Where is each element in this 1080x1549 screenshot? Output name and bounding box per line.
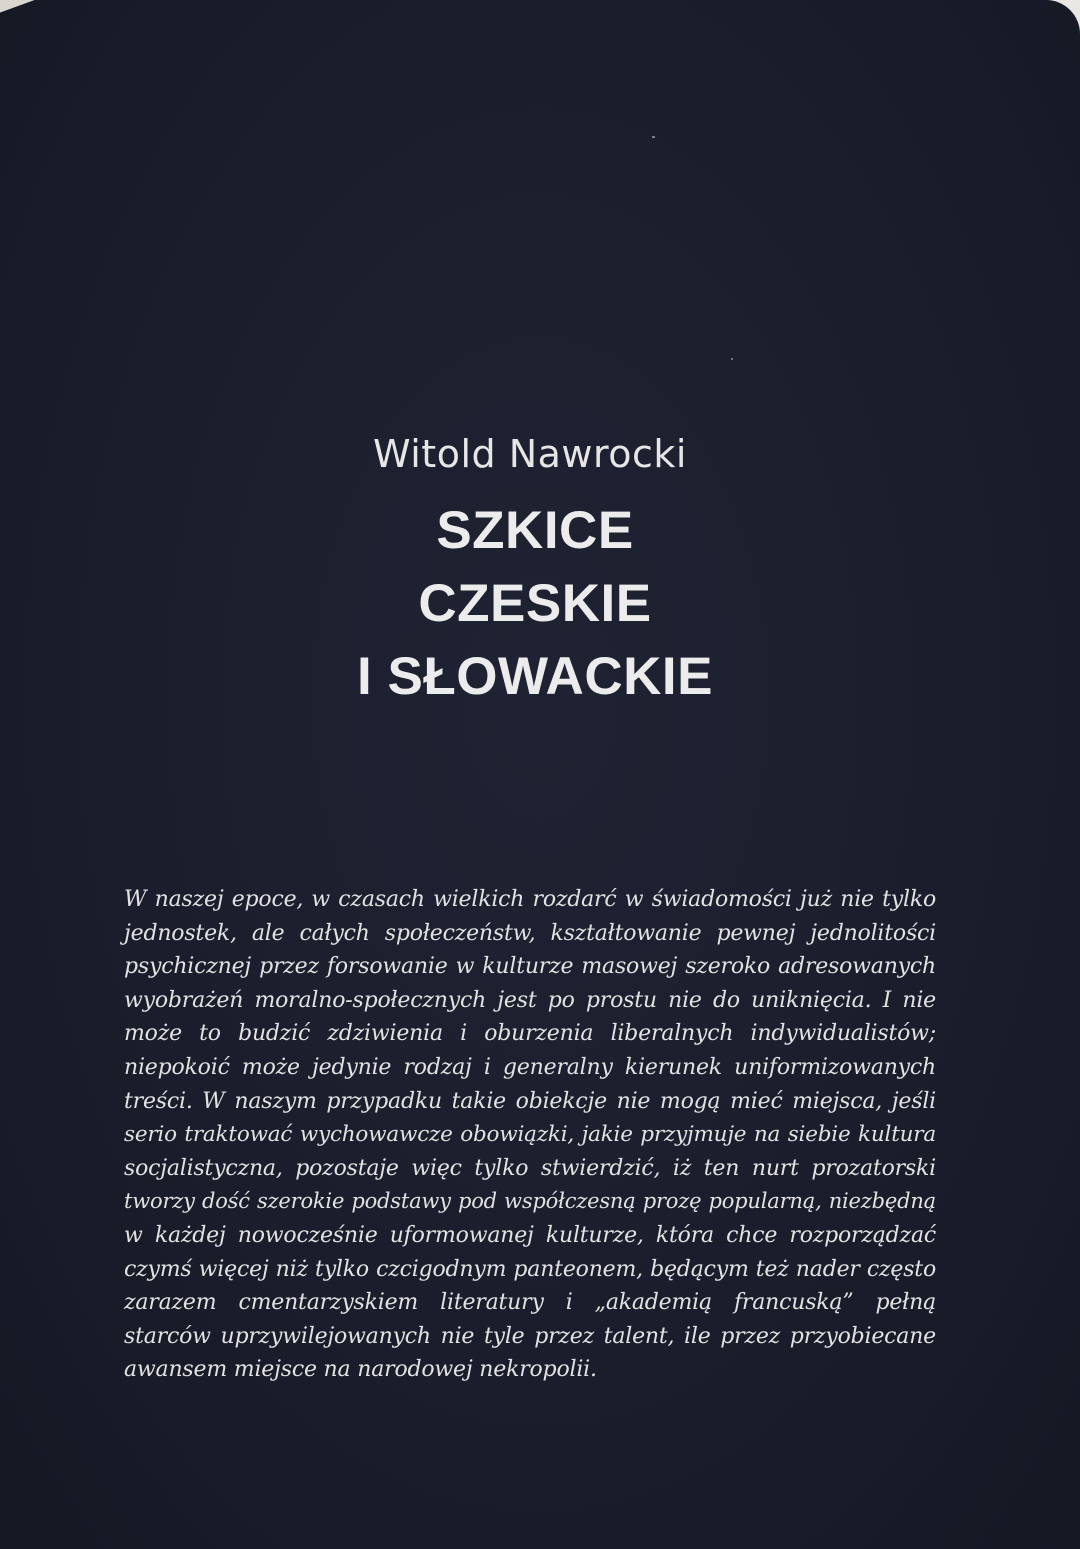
blurb-line: serio traktować wychowawcze obowiązki, jakie przyjmuje na siebie kultura [124,1122,936,1148]
blurb-line: jednostek, ale całych społeczeństw, kształtowanie pewnej jednolitości [124,920,936,946]
book-title [0,494,1070,713]
blurb-line: zarazem cmentarzyskiem literatury i „akademią francuską” pełną [124,1290,936,1316]
title-line-2: CZESKIE [418,574,652,633]
blurb-line: starców uprzywilejowanych nie tyle przez talent, ile przez przyobiecane [124,1323,936,1349]
blurb-line: niepokoić może jedynie rodzaj i generalny kierunek uniformizowanych [124,1054,936,1080]
blurb-line: wyobrażeń moralno-społecznych jest po prostu nie do uniknięcia. I nie [124,987,936,1013]
blurb-line: może to budzić zdziwienia i oburzenia liberalnych indywidualistów; [124,1021,936,1047]
title-line-1: SZKICE [436,501,634,560]
dust-speck [731,358,733,360]
author-name: Witold Nawrocki [373,432,687,476]
title-line-3: I SŁOWACKIE [357,647,713,706]
blurb-line: socjalistyczna, pozostaje więc tylko stwierdzić, iż ten nurt prozatorski [124,1155,936,1181]
dust-speck [652,136,655,138]
blurb-line: awansem miejsce na narodowej nekropolii. [124,1357,597,1383]
blurb-line: treści. W naszym przypadku takie obiekcje nie mogą mieć miejsca, jeśli [124,1088,936,1114]
blurb-paragraph [124,883,936,1387]
blurb-line: czymś więcej niż tylko czcigodnym panteonem, będącym też nader często [124,1256,936,1282]
blurb-line: w każdej nowocześnie uformowanej kulturze, która chce rozporządzać [124,1222,936,1248]
blurb-line: tworzy dość szerokie podstawy pod współczesną prozę popularną, niezbędną [124,1189,936,1214]
cover-corner-wear [0,0,48,18]
blurb-line: psychicznej przez forsowanie w kulturze masowej szeroko adresowanych [124,954,936,980]
blurb-line: W naszej epoce, w czasach wielkich rozdarć w świadomości już nie tylko [124,887,936,912]
